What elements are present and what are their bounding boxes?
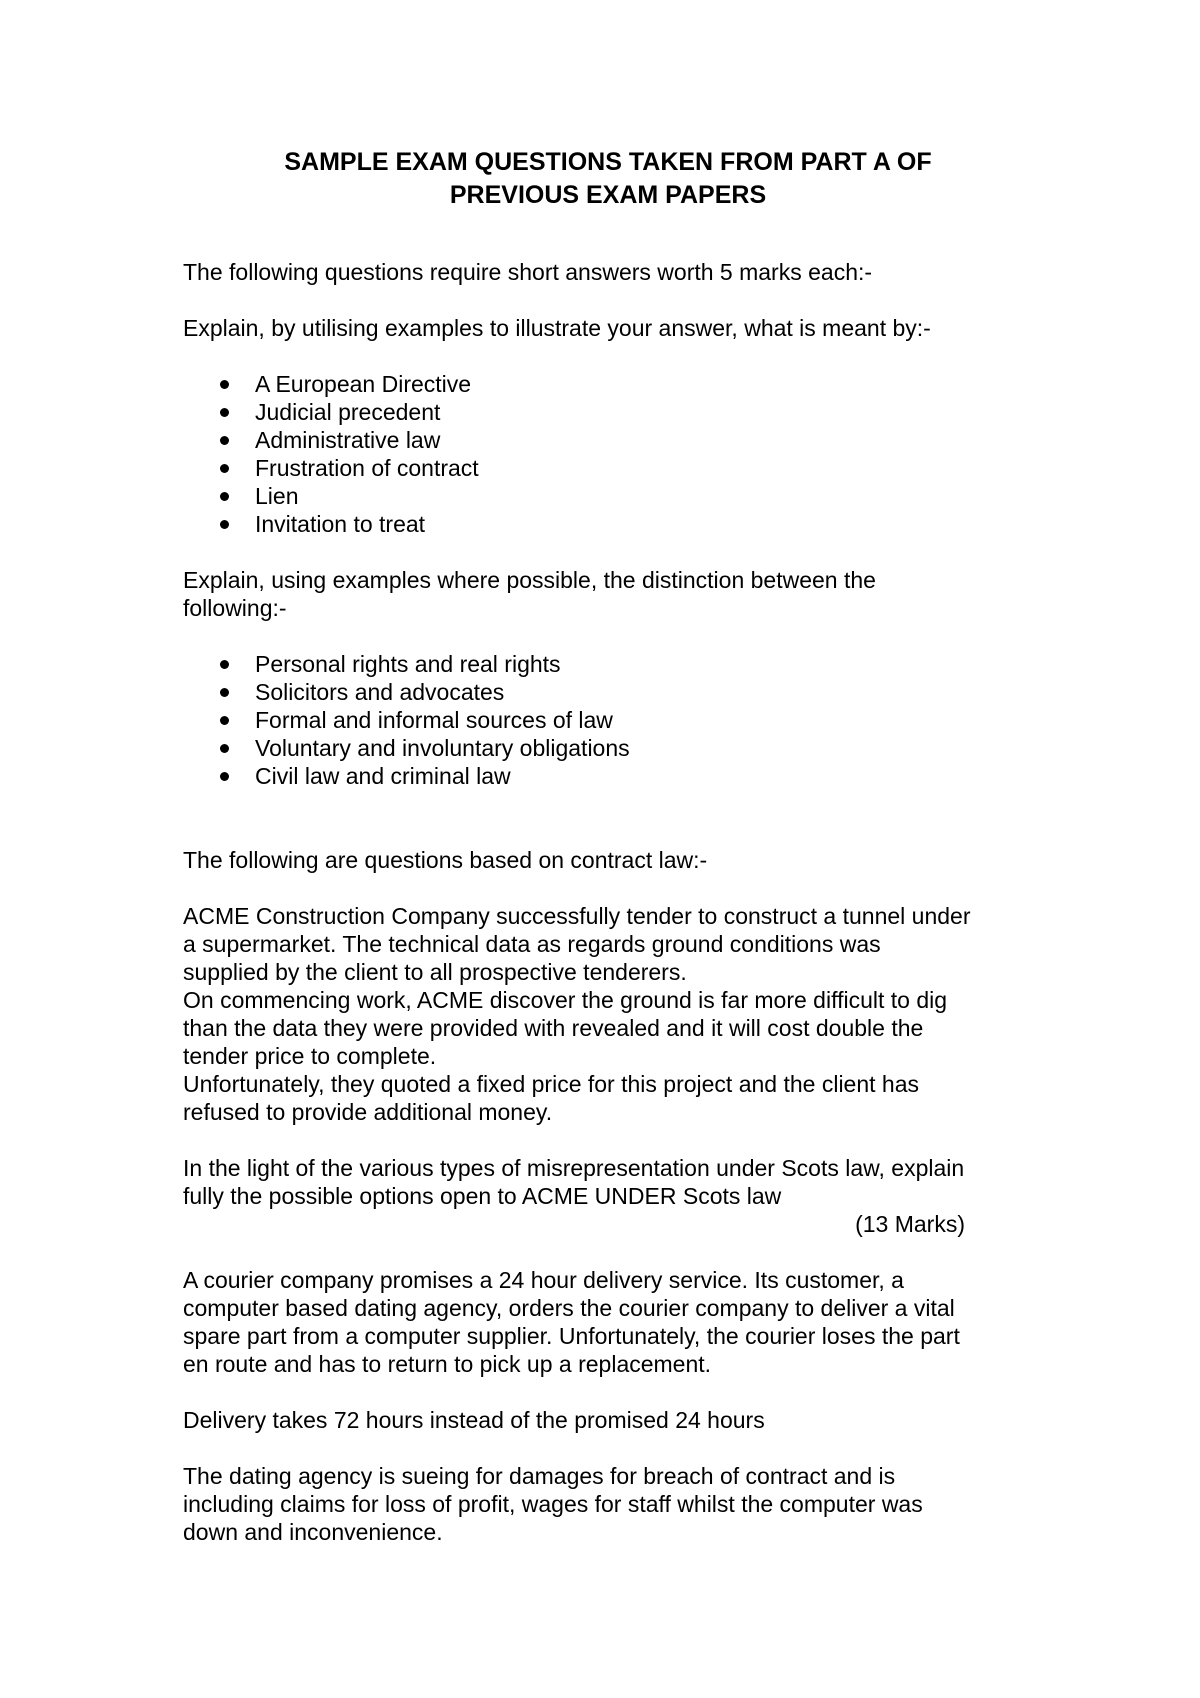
- bullet-icon: [220, 772, 229, 781]
- list-item: Formal and informal sources of law: [183, 706, 1063, 734]
- section2-prompt: [183, 566, 1063, 622]
- acme-scenario: [183, 902, 1063, 1126]
- title-line-2: PREVIOUS EXAM PAPERS: [449, 181, 767, 209]
- acme-line: ACME Construction Company successfully tender to construct a tunnel under: [183, 903, 971, 929]
- document-content: [183, 146, 1063, 1546]
- bullet-icon: [220, 520, 229, 529]
- acme-line: On commencing work, ACME discover the ground is far more difficult to dig: [183, 987, 948, 1013]
- acme-line: refused to provide additional money.: [183, 1099, 553, 1125]
- acme-marks: (13 Marks): [855, 1211, 965, 1237]
- section1-list: [183, 370, 1063, 538]
- bullet-icon: [220, 660, 229, 669]
- intro-text: The following questions require short answers worth 5 marks each:-: [183, 259, 873, 285]
- acme-question: [183, 1154, 1063, 1210]
- list-item: A European Directive: [183, 370, 1063, 398]
- acme-line: a supermarket. The technical data as regards ground conditions was: [183, 931, 881, 957]
- dating-line: The dating agency is sueing for damages for breach of contract and is: [183, 1463, 896, 1489]
- courier-scenario: [183, 1266, 1063, 1378]
- bullet-icon: [220, 380, 229, 389]
- bullet-icon: [220, 716, 229, 725]
- bullet-icon: [220, 492, 229, 501]
- dating-line: including claims for loss of profit, wages for staff whilst the computer was: [183, 1491, 923, 1517]
- list-item: Personal rights and real rights: [183, 650, 1063, 678]
- list-item: Frustration of contract: [183, 454, 1063, 482]
- contract-intro: The following are questions based on contract law:-: [183, 847, 708, 873]
- list-item: Invitation to treat: [183, 510, 1063, 538]
- acme-question-line: In the light of the various types of misrepresentation under Scots law, explain: [183, 1155, 965, 1181]
- bullet-icon: [220, 436, 229, 445]
- acme-question-line: fully the possible options open to ACME UNDER Scots law: [183, 1183, 782, 1209]
- bullet-icon: [220, 744, 229, 753]
- delivery-text: Delivery takes 72 hours instead of the promised 24 hours: [183, 1407, 765, 1433]
- section1-prompt: Explain, by utilising examples to illustrate your answer, what is meant by:-: [183, 315, 931, 341]
- list-item: Lien: [183, 482, 1063, 510]
- acme-line: tender price to complete.: [183, 1043, 437, 1069]
- acme-line: supplied by the client to all prospective tenderers.: [183, 959, 687, 985]
- courier-line: en route and has to return to pick up a replacement.: [183, 1351, 712, 1377]
- list-item: Judicial precedent: [183, 398, 1063, 426]
- bullet-icon: [220, 408, 229, 417]
- bullet-icon: [220, 464, 229, 473]
- section2-list: [183, 650, 1063, 790]
- title-line-1: SAMPLE EXAM QUESTIONS TAKEN FROM PART A OF: [284, 148, 932, 176]
- list-item: Civil law and criminal law: [183, 762, 1063, 790]
- list-item: Solicitors and advocates: [183, 678, 1063, 706]
- dating-agency-text: [183, 1462, 1063, 1546]
- section2-prompt-line-2: following:-: [183, 595, 287, 621]
- list-item: Administrative law: [183, 426, 1063, 454]
- courier-line: A courier company promises a 24 hour delivery service. Its customer, a: [183, 1267, 904, 1293]
- bullet-icon: [220, 688, 229, 697]
- dating-line: down and inconvenience.: [183, 1519, 443, 1545]
- courier-line: spare part from a computer supplier. Unfortunately, the courier loses the part: [183, 1323, 960, 1349]
- acme-line: Unfortunately, they quoted a fixed price for this project and the client has: [183, 1071, 919, 1097]
- section2-prompt-line-1: Explain, using examples where possible, the distinction between the: [183, 567, 876, 593]
- list-item: Voluntary and involuntary obligations: [183, 734, 1063, 762]
- courier-line: computer based dating agency, orders the courier company to deliver a vital: [183, 1295, 955, 1321]
- acme-line: than the data they were provided with revealed and it will cost double the: [183, 1015, 924, 1041]
- document-title: [183, 146, 1033, 212]
